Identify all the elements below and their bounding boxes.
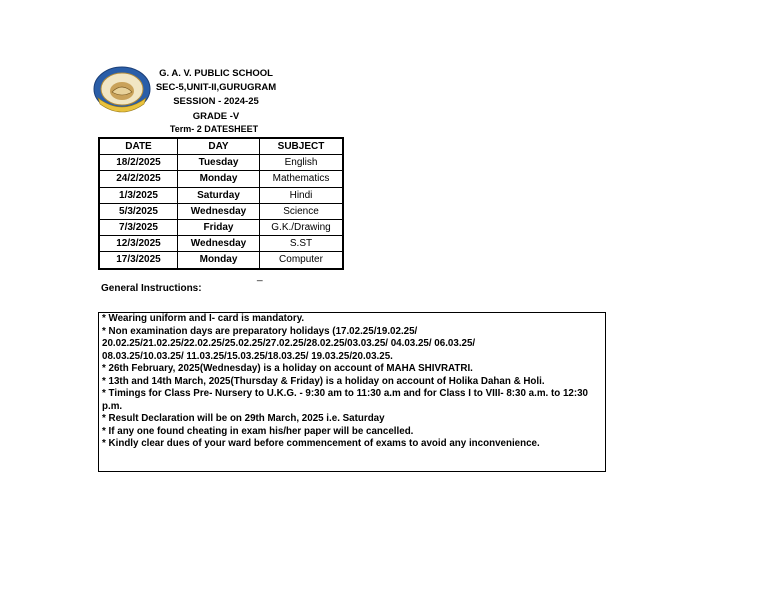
cell-date: 5/3/2025 (99, 203, 178, 219)
cell-day: Monday (178, 171, 260, 187)
cell-day: Tuesday (178, 155, 260, 171)
school-address: SEC-5,UNIT-II,GURUGRAM (155, 82, 277, 94)
school-header (150, 67, 282, 124)
cell-date: 12/3/2025 (99, 236, 178, 252)
instruction-item: 08.03.25/10.03.25/ 11.03.25/15.03.25/18.03.25/ 19.03.25/20.03.25. (102, 350, 393, 362)
general-instructions-heading: General Instructions: (101, 283, 202, 294)
grade: GRADE -V (192, 110, 240, 122)
session: SESSION - 2024-25 (173, 96, 259, 108)
table-row (99, 171, 343, 187)
instruction-item: * 13th and 14th March, 2025(Thursday & Friday) is a holiday on account of Holika Dahan & Holi. (102, 375, 545, 387)
instruction-item: 20.02.25/21.02.25/22.02.25/25.02.25/27.02.25/28.02.25/03.03.25/ 04.03.25/ 06.03.25/ (102, 338, 476, 349)
datesheet-title: Term- 2 DATESHEET (169, 124, 259, 134)
cell-day: Wednesday (178, 203, 260, 219)
cell-subject: S.ST (260, 236, 344, 252)
datesheet-table (98, 137, 344, 270)
cell-date: 1/3/2025 (99, 187, 178, 203)
school-logo (92, 64, 154, 114)
cell-day: Saturday (178, 187, 260, 203)
cell-day: Friday (178, 219, 260, 235)
cell-subject: Computer (260, 252, 344, 269)
instruction-item: * Wearing uniform and I- card is mandatory. (102, 313, 305, 324)
table-row (99, 155, 343, 171)
instruction-item: * Timings for Class Pre- Nursery to U.K.G. - 9:30 am to 11:30 a.m and for Class I to VIII- 8:30 a.m. to 12:30 p.m. (102, 388, 589, 412)
instruction-item: * Result Declaration will be on 29th March, 2025 i.e. Saturday (102, 413, 385, 424)
instructions-box (98, 312, 606, 472)
table-header-row (99, 138, 343, 155)
cell-subject: English (260, 155, 344, 171)
cell-subject: Hindi (260, 187, 344, 203)
table-row (99, 252, 343, 269)
instruction-item: * Kindly clear dues of your ward before commencement of exams to avoid any inconvenience. (102, 438, 540, 449)
cell-date: 24/2/2025 (99, 171, 178, 187)
cell-day: Wednesday (178, 236, 260, 252)
instruction-item: * If any one found cheating in exam his/her paper will be cancelled. (102, 425, 414, 437)
dash-mark: _ (257, 271, 263, 282)
cell-date: 17/3/2025 (99, 252, 178, 269)
instruction-item: * 26th February, 2025(Wednesday) is a holiday on account of MAHA SHIVRATRI. (102, 363, 473, 374)
table-row (99, 219, 343, 235)
cell-date: 7/3/2025 (99, 219, 178, 235)
table-row (99, 236, 343, 252)
header-subject: SUBJECT (260, 138, 344, 155)
table-row (99, 203, 343, 219)
table-row (99, 187, 343, 203)
cell-date: 18/2/2025 (99, 155, 178, 171)
instruction-item: * Non examination days are preparatory holidays (17.02.25/19.02.25/ (102, 325, 418, 337)
cell-subject: Mathematics (260, 171, 344, 187)
school-name: G. A. V. PUBLIC SCHOOL (159, 68, 273, 79)
cell-subject: Science (260, 203, 344, 219)
header-day: DAY (178, 138, 260, 155)
cell-subject: G.K./Drawing (260, 219, 344, 235)
cell-day: Monday (178, 252, 260, 269)
header-date: DATE (99, 138, 178, 155)
